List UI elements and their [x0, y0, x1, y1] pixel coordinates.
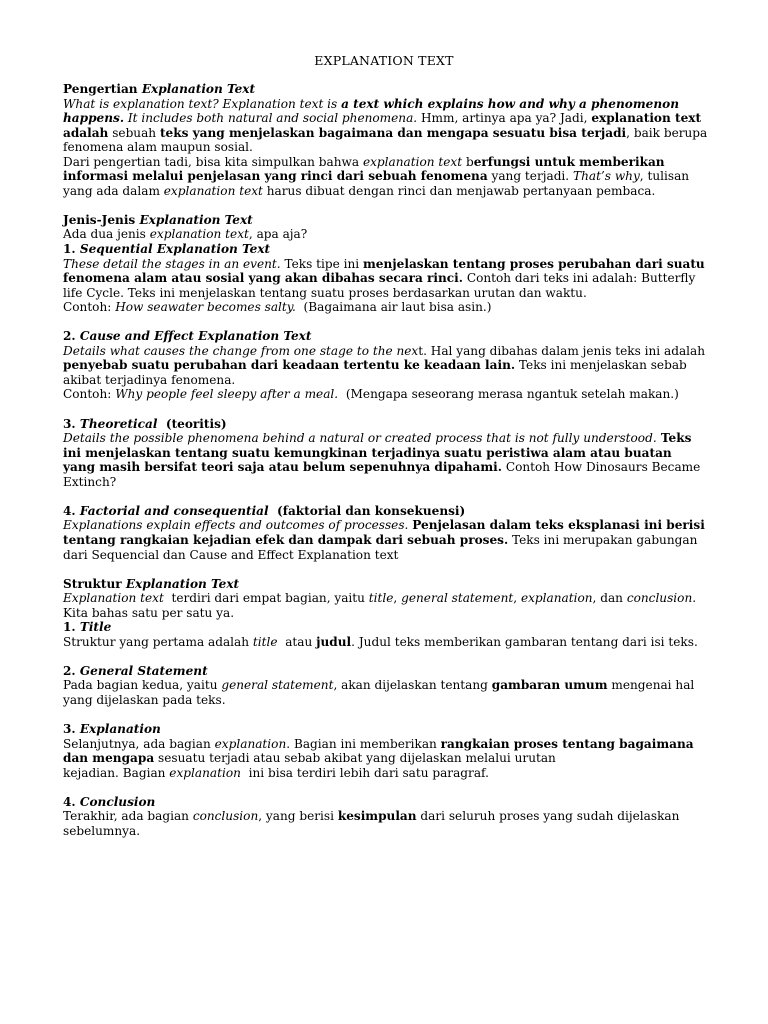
document-title: EXPLANATION TEXT: [314, 53, 454, 68]
paragraph: [63, 722, 708, 737]
text-run: . Kita bahas satu per satu ya.: [63, 591, 700, 620]
text-run: kesimpulan: [337, 809, 417, 824]
text-run: (faktorial dan konsekuensi): [268, 503, 466, 518]
text-run: dari seluruh proses yang sudah dijelaskan sebelumnya.: [63, 809, 684, 838]
text-run: explanation text: [163, 183, 263, 198]
text-run: Explanation Text: [141, 82, 256, 96]
text-run: penyebab suatu perubahan dari keadaan tertentu ke keadaan lain.: [63, 358, 516, 373]
text-run: Conclusion: [79, 794, 156, 809]
text-run: ,: [513, 591, 521, 606]
text-run: Details what causes the change from one stage to the nex: [63, 343, 419, 358]
text-run: Contoh dari teks ini adalah: Butterfly life Cycle. Teks ini menjelaskan tentang suatu proses berdasarkan urutan dan waktu.: [63, 271, 700, 300]
paragraph: [63, 664, 708, 679]
text-run: What is explanation text? Explanation text is: [63, 96, 342, 111]
paragraph: [63, 257, 708, 301]
text-run: general statement: [401, 591, 514, 606]
text-run: kejadian. Bagian: [63, 765, 170, 780]
paragraph: [63, 518, 708, 562]
text-run: explanation text adalah: [63, 111, 706, 140]
paragraph: [63, 577, 708, 592]
text-run: Terakhir, ada bagian: [63, 809, 193, 824]
text-run: Explanation text: [63, 591, 164, 606]
text-run: Selanjutnya, ada bagian: [63, 736, 215, 751]
text-run: (teoritis): [157, 416, 227, 431]
text-run: , tulisan yang ada dalam: [63, 169, 693, 198]
document-body: [63, 82, 712, 838]
text-run: , dan: [592, 591, 627, 606]
text-run: ini bisa terdiri lebih dari satu paragraf.: [240, 765, 489, 780]
text-run: Sequential Explanation Text: [79, 242, 271, 257]
paragraph: [63, 431, 708, 489]
text-run: (Bagaimana air laut bisa asin.): [295, 300, 492, 315]
paragraph: [63, 227, 708, 242]
text-run: . Judul teks memberikan gambaran tentang dari isi teks.: [351, 634, 698, 649]
text-run: Pengertian: [63, 82, 142, 96]
text-run: Teks ini menjelaskan sebab akibat terjadinya fenomena.: [63, 358, 691, 387]
text-run: erfungsi untuk memberikan informasi melalui penjelasan yang rinci dari sebuah fenomena: [63, 154, 669, 184]
text-run: These detail the stages in an event.: [63, 256, 281, 271]
text-run: explanation: [520, 591, 593, 606]
text-run: sebuah: [108, 125, 160, 140]
paragraph: [63, 344, 708, 388]
text-run: Struktur yang pertama adalah: [63, 634, 253, 649]
text-run: How seawater becomes salty.: [115, 300, 296, 315]
paragraph: [63, 300, 708, 315]
text-run: Title: [79, 620, 112, 635]
text-run: Explanation Text: [125, 576, 240, 591]
text-run: That’s why: [573, 169, 640, 184]
text-run: explanation: [214, 736, 287, 751]
paragraph: [63, 809, 708, 838]
text-run: Explanations explain effects and outcomes of processes.: [63, 518, 409, 533]
text-run: 2.: [63, 329, 80, 344]
paragraph: [63, 155, 708, 199]
text-run: Explanation Text: [139, 212, 253, 227]
text-run: Contoh:: [63, 300, 116, 315]
text-run: atau: [277, 634, 317, 649]
text-run: 4.: [63, 503, 80, 518]
text-run: menjelaskan tentang proses perubahan dari suatu fenomena alam atau sosial yang akan dibahas secara rinci.: [63, 256, 709, 286]
text-run: 1.: [63, 620, 80, 635]
text-run: It includes both natural and social phenomena.: [124, 111, 418, 126]
paragraph: [63, 329, 708, 344]
text-run: Teks ini merupakan gabungan dari Sequencial dan Cause and Effect Explanation text: [63, 532, 702, 562]
text-run: explanation text: [149, 227, 249, 242]
text-run: 1.: [63, 242, 80, 257]
text-run: Jenis-Jenis: [63, 212, 140, 227]
paragraph: [63, 504, 708, 519]
paragraph: [63, 635, 708, 650]
paragraph-spacer: [63, 780, 708, 795]
text-run: conclusion: [626, 591, 693, 606]
text-run: rangkaian proses tentang bagaimana dan mengapa: [63, 736, 698, 766]
text-run: , baik berupa fenomena alam maupun sosial.: [63, 125, 712, 155]
text-run: Pada bagian kedua, yaitu: [63, 678, 222, 693]
paragraph: [63, 417, 708, 432]
paragraph: [63, 591, 708, 620]
paragraph: [63, 82, 708, 97]
text-run: Teks ini menjelaskan tentang suatu kemungkinan terjadinya suatu peristiwa alam atau buatan yang masih bersifat teori saja atau belum sepenuhnya dipahami.: [63, 431, 696, 475]
paragraph-spacer: [63, 562, 708, 577]
paragraph: [63, 213, 708, 228]
paragraph: [63, 737, 708, 766]
paragraph-spacer: [63, 649, 708, 664]
text-run: . Bagian ini memberikan: [286, 736, 441, 751]
paragraph: [63, 242, 708, 257]
text-run: explanation: [169, 765, 241, 780]
text-run: judul: [316, 634, 352, 649]
text-run: Struktur: [63, 576, 126, 591]
text-run: Contoh How Dinosaurs Became Extinch?: [63, 460, 705, 489]
paragraph-spacer: [63, 402, 708, 417]
text-run: sesuatu terjadi atau sebab akibat yang dijelaskan melalui urutan: [154, 751, 556, 766]
text-run: explanation text: [362, 154, 463, 169]
text-run: Why people feel sleepy after a meal.: [115, 387, 339, 402]
text-run: , apa aja?: [248, 227, 308, 242]
text-run: 3.: [63, 416, 80, 431]
text-run: conclusion: [192, 809, 259, 824]
text-run: terdiri dari empat bagian, yaitu: [163, 591, 369, 606]
text-run: Hmm, artinya apa ya? Jadi,: [417, 111, 592, 126]
text-run: Ada dua jenis: [63, 227, 150, 242]
text-run: general statement: [221, 678, 334, 693]
text-run: Explanation: [79, 722, 161, 737]
text-run: Theoretical: [79, 416, 158, 431]
paragraph: [63, 620, 708, 635]
paragraph-spacer: [63, 198, 708, 213]
text-run: Teks tipe ini: [280, 256, 363, 271]
text-run: yang terjadi.: [487, 169, 573, 184]
text-run: , yang berisi: [258, 809, 338, 824]
text-run: Factorial and consequential: [79, 503, 269, 518]
paragraph: [63, 766, 708, 781]
text-run: title: [252, 634, 278, 649]
paragraph-spacer: [63, 315, 708, 330]
text-run: (Mengapa seseorang merasa ngantuk setelah makan.): [338, 387, 679, 402]
paragraph: [63, 678, 708, 707]
text-run: teks yang menjelaskan bagaimana dan mengapa sesuatu bisa terjadi: [159, 125, 627, 140]
paragraph: [63, 387, 708, 402]
text-run: General Statement: [79, 663, 208, 678]
paragraph-spacer: [63, 708, 708, 723]
text-run: a text which explains how and why a phenomenon happens.: [63, 96, 684, 126]
text-run: Dari pengertian tadi, bisa kita simpulkan bahwa: [63, 154, 363, 169]
paragraph-spacer: [63, 489, 708, 504]
text-run: t. Hal yang dibahas dalam jenis teks ini adalah: [418, 343, 709, 358]
text-run: title: [368, 591, 394, 606]
text-run: gambaran umum: [491, 678, 608, 693]
text-run: mengenai hal yang dijelaskan pada teks.: [63, 678, 699, 707]
paragraph: [63, 795, 708, 810]
text-run: 4.: [63, 794, 80, 809]
text-run: harus dibuat dengan rinci dan menjawab pertanyaan pembaca.: [262, 183, 656, 198]
text-run: 3.: [63, 722, 80, 737]
text-run: Penjelasan dalam teks eksplanasi ini berisi tentang rangkaian kejadian efek dan dampak dari sebuah proses.: [63, 518, 710, 547]
text-run: Contoh:: [63, 387, 116, 402]
text-run: , akan dijelaskan tentang: [333, 678, 492, 693]
text-run: b: [462, 154, 474, 169]
paragraph: [63, 96, 712, 155]
text-run: Cause and Effect Explanation Text: [79, 329, 312, 344]
text-run: 2.: [63, 663, 80, 678]
text-run: Details the possible phenomena behind a natural or created process that is not fully understood.: [63, 431, 657, 446]
text-run: ,: [393, 591, 402, 606]
